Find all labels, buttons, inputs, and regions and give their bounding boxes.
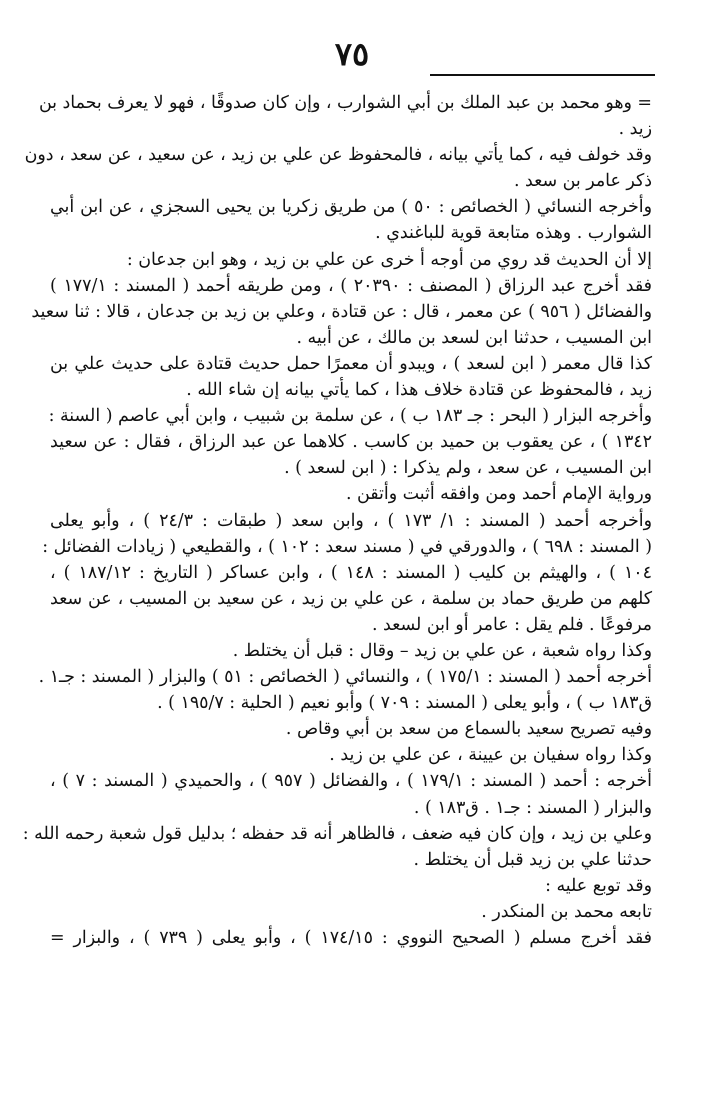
text-line: فقد أخرج مسلم ( الصحيح النووي : ١٧٤/١٥ ) ، وأبو يعلى ( ٧٣٩ ) ، والبزار = xyxy=(50,928,652,948)
text-line: وقد توبع عليه : xyxy=(545,875,652,896)
text-line: زيد . xyxy=(618,119,652,140)
text-line: وأخرجه النسائي ( الخصائص : ٥٠ ) من طريق زكريا بن يحيى السجزي ، عن ابن أبي xyxy=(50,197,652,218)
text-line: ابن المسيب ، حدثنا ابن لسعد بن مالك ، عن أبيه . xyxy=(296,327,652,348)
text-line: ق١٨٣ ب ) ، وأبو يعلى ( المسند : ٧٠٩ ) وأبو نعيم ( الحلية : ١٩٥/٧ ) . xyxy=(157,693,652,714)
text-line: والفضائل ( ٩٥٦ ) عن معمر ، قال : عن قتادة ، وعلي بن زيد بن جدعان ، قالا : ثنا سعيد xyxy=(31,301,652,322)
text-line: وفيه تصريح سعيد بالسماع من سعد بن أبي وقاص . xyxy=(285,719,652,740)
text-line: مرفوعًا . فلم يقل : عامر أو ابن لسعد . xyxy=(371,614,652,635)
text-line: ذكر عامر بن سعد . xyxy=(513,171,652,192)
text-line: أخرجه : أحمد ( المسند : ١٧٩/١ ) ، والفضائل ( ٩٥٧ ) ، والحميدي ( المسند : ٧ ) ، xyxy=(50,771,652,792)
header-rule xyxy=(430,74,655,76)
text-line: كذا قال معمر ( ابن لسعد ) ، ويبدو أن معمرًا حمل حديث قتادة على حديث علي بن xyxy=(50,353,652,374)
text-line: وكذا رواه شعبة ، عن علي بن زيد – وقال : قبل أن يختلط . xyxy=(232,640,652,661)
text-line: ١٠٤ ) ، والهيثم بن كليب ( المسند : ١٤٨ ) ، وابن عساكر ( التاريخ : ١٨٧/١٢ ) ، xyxy=(50,562,652,583)
text-line: حدثنا علي بن زيد قبل أن يختلط . xyxy=(413,849,652,870)
body-text xyxy=(22,90,652,951)
text-line: زيد ، فالمحفوظ عن قتادة خلاف هذا ، كما يأتي بيانه إن شاء الله . xyxy=(186,380,652,401)
page-header xyxy=(0,30,703,90)
text-line: فقد أخرج عبد الرزاق ( المصنف : ٢٠٣٩٠ ) ، ومن طريقه أحمد ( المسند : ١٧٧/١ ) xyxy=(50,275,652,296)
text-line: وقد خولف فيه ، كما يأتي بيانه ، فالمحفوظ عن علي بن زيد ، عن سعيد ، عن سعد ، دون xyxy=(24,145,652,166)
text-line: وكذا رواه سفيان بن عيينة ، عن علي بن زيد . xyxy=(329,745,652,766)
text-line: ١٣٤٢ ) ، عن يعقوب بن حميد بن كاسب . كلاهما عن عبد الرزاق ، فقال : عن سعيد xyxy=(50,432,652,453)
text-line: وأخرجه أحمد ( المسند : ١/ ١٧٣ ) ، وابن سعد ( طبقات : ٢٤/٣ ) ، وأبو يعلى xyxy=(50,510,652,531)
text-line: ( المسند : ٦٩٨ ) ، والدورقي في ( مسند سعد : ١٠٢ ) ، والقطيعي ( زيادات الفضائل : xyxy=(42,536,652,557)
text-line: وعلي بن زيد ، وإن كان فيه ضعف ، فالظاهر أنه قد حفظه ؛ بدليل قول شعبة رحمه الله : xyxy=(22,823,652,844)
text-line: ورواية الإمام أحمد ومن وافقه أثبت وأتقن . xyxy=(345,484,652,505)
text-line: ابن المسيب ، عن سعد ، ولم يذكرا : ( ابن لسعد ) . xyxy=(284,458,652,479)
text-line: وأخرجه البزار ( البحر : جـ ١٨٣ ب ) ، عن سلمة بن شبيب ، وابن أبي عاصم ( السنة : xyxy=(48,406,652,427)
text-line: أخرجه أحمد ( المسند : ١٧٥/١ ) ، والنسائي ( الخصائص : ٥١ ) والبزار ( المسند : جـ١ . xyxy=(38,667,652,688)
text-line: كلهم من طريق حماد بن سلمة ، عن علي بن زيد ، عن سعيد بن المسيب ، عن سعد xyxy=(50,588,652,609)
page-number: ٧٥ xyxy=(334,35,370,73)
text-line: الشوارب . وهذه متابعة قوية للباغندي . xyxy=(375,223,652,244)
text-line: = وهو محمد بن عبد الملك بن أبي الشوارب ، وإن كان صدوقًا ، فهو لا يعرف بحماد بن xyxy=(38,93,652,113)
text-line: تابعه محمد بن المنكدر . xyxy=(481,901,652,922)
text-line: والبزار ( المسند : جـ١ . ق١٨٣ ) . xyxy=(413,797,652,818)
text-line: إلا أن الحديث قد روي من أوجه أ خرى عن علي بن زيد ، وهو ابن جدعان : xyxy=(126,249,652,270)
